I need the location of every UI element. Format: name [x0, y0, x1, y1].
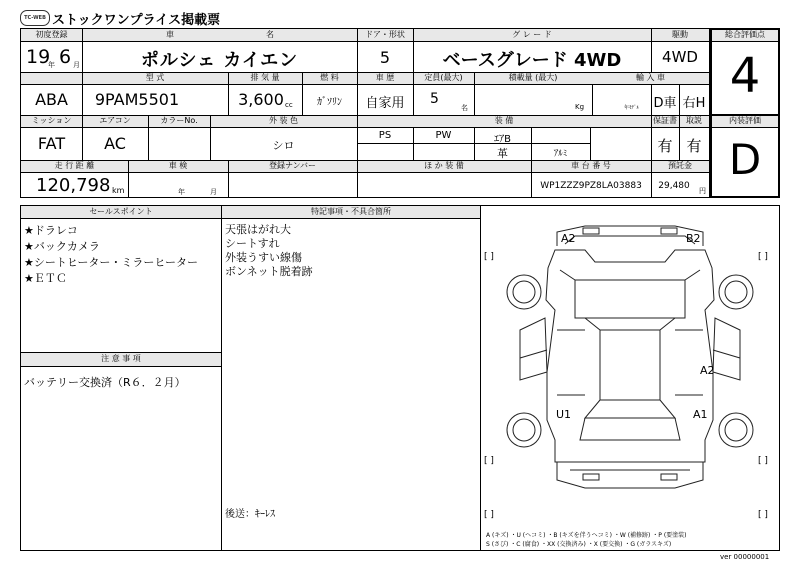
mileage: 120,798	[36, 175, 111, 196]
equip-pw: PW	[435, 130, 452, 141]
equip-airbag: ｴｱB	[494, 134, 511, 145]
bracket-left-top: [ ]	[484, 252, 494, 262]
label-name: 名	[266, 30, 274, 39]
sales-point-item: ★ドラレコ	[24, 224, 78, 237]
overall-grade: 4	[729, 48, 761, 104]
steering-side: 右H	[682, 96, 706, 111]
displacement: 3,600	[238, 90, 284, 109]
label-mileage: 走 行 距 離	[54, 161, 95, 170]
caution-title: 注 意 事 項	[101, 354, 141, 363]
capacity-unit: 名	[461, 104, 468, 112]
history: 自家用	[365, 96, 405, 111]
bracket-right-bottom2: [ ]	[758, 510, 768, 520]
logo: TC-WEB	[20, 10, 50, 26]
door-count: 5	[379, 48, 391, 67]
damage-mark-a1: A1	[693, 408, 708, 421]
inspection-month-unit: 月	[210, 188, 217, 196]
notes-title: 特記事項・不具合箇所	[311, 207, 391, 216]
load-unit: Kg	[575, 103, 585, 111]
label-warranty: 保証書	[653, 116, 677, 125]
notes-footer: 後送：ｷｰﾚｽ	[225, 509, 275, 520]
label-interior-grade: 内装評価	[729, 116, 761, 125]
import-model-year: 年ﾓﾃﾞﾙ	[624, 105, 640, 111]
first-reg-month: 6	[59, 46, 72, 68]
warranty: 有	[657, 137, 673, 155]
deposit: 29,480	[658, 181, 690, 191]
note-item: 天張はがれ大	[225, 223, 291, 236]
damage-legend-line1: A (キズ) ・U (ヘコミ) ・B (キズを伴うヘコミ) ・W (補修跡) ・P (要塗装)	[486, 532, 687, 539]
label-aircon: エアコン	[99, 116, 131, 125]
label-other-equipment: ほ か 装 備	[424, 161, 464, 170]
bracket-right-bottom: [ ]	[758, 456, 768, 466]
month-unit: 月	[73, 61, 80, 69]
label-car: 車	[166, 30, 174, 39]
label-mission: ミッション	[31, 116, 72, 125]
equip-leather: 革	[497, 147, 508, 160]
note-item: シートすれ	[225, 237, 280, 250]
equip-ps: PS	[378, 130, 392, 141]
label-exterior: 外 装 色	[268, 116, 299, 125]
label-equipment: 装 備	[494, 116, 514, 125]
manual: 有	[686, 137, 702, 155]
aircon: AC	[104, 134, 126, 153]
label-overall-grade: 総合評価点	[725, 30, 765, 39]
label-manual: 取説	[686, 116, 702, 125]
label-color-no: カラーNo.	[160, 116, 198, 125]
label-displacement: 排 気 量	[250, 73, 280, 82]
version: ver 00000001	[720, 553, 770, 561]
label-history: 車 歴	[375, 73, 395, 82]
label-fuel: 燃 料	[320, 73, 339, 82]
dealer-import: D車	[653, 96, 677, 111]
label-first-reg: 初度登録	[35, 30, 68, 39]
mileage-unit: km	[112, 186, 125, 195]
label-drive: 駆動	[672, 30, 688, 39]
label-deposit: 預託金	[668, 161, 692, 170]
first-reg-year: 19	[26, 46, 51, 68]
label-load: 積載量 (最大)	[508, 73, 558, 82]
sales-point-item: ★シートヒーター・ミラーヒーター	[24, 256, 198, 269]
fuel: ｶﾞｿﾘﾝ	[317, 97, 342, 108]
document-title: ストックワンプライス掲載票	[52, 13, 221, 28]
label-plate: 登録ナンバー	[268, 161, 317, 170]
inspection-year-unit: 年	[178, 188, 185, 196]
bracket-left-bottom2: [ ]	[484, 510, 494, 520]
damage-mark-a2-right: A2	[700, 364, 715, 377]
drive: 4WD	[662, 48, 698, 66]
car-name: ポルシェ カイエン	[140, 50, 299, 71]
caution-text: バッテリー交換済（R６．２月）	[24, 376, 186, 389]
sales-point-item: ★バックカメラ	[24, 240, 100, 253]
label-import: 輸 入 車	[635, 73, 666, 82]
damage-mark-u1: U1	[556, 408, 572, 421]
bracket-right-top: [ ]	[758, 252, 768, 262]
damage-mark-a2-front: A2	[561, 232, 576, 245]
note-item: 外装うすい線傷	[225, 251, 302, 264]
bracket-left-bottom: [ ]	[484, 456, 494, 466]
equip-alumi: ｱﾙﾐ	[553, 149, 568, 159]
year-unit: 年	[48, 61, 55, 69]
note-item: ボンネット脱着跡	[225, 265, 313, 278]
grade: ベースグレード 4WD	[442, 50, 622, 71]
deposit-unit: 円	[699, 187, 706, 195]
model-prefix: ABA	[35, 90, 68, 109]
sales-points-title: セールスポイント	[89, 207, 153, 216]
model-code: 9PAM5501	[94, 90, 180, 109]
label-capacity: 定員(最大)	[424, 73, 463, 82]
damage-mark-b2-front: B2	[686, 232, 701, 245]
capacity: 5	[430, 91, 439, 107]
label-chassis: 車 台 番 号	[571, 161, 611, 170]
chassis-number: WP1ZZZ9PZ8LA03883	[540, 181, 642, 191]
displacement-unit: cc	[285, 101, 293, 109]
mission: FAT	[37, 134, 66, 153]
damage-legend-line2: S (さび) ・C (腐食) ・XX (交換済み) ・X (要交換) ・G (ガラスキズ)	[486, 541, 672, 548]
label-grade: グ レ ー ド	[512, 30, 552, 39]
label-inspection: 車 検	[168, 161, 188, 170]
label-model: 型 式	[145, 73, 165, 82]
label-door: ドア・形状	[365, 30, 405, 39]
exterior-color: シロ	[272, 139, 295, 152]
damage-diagram	[481, 206, 779, 550]
sales-point-item: ★ＥＴＣ	[24, 272, 67, 285]
interior-grade: D	[728, 135, 762, 184]
